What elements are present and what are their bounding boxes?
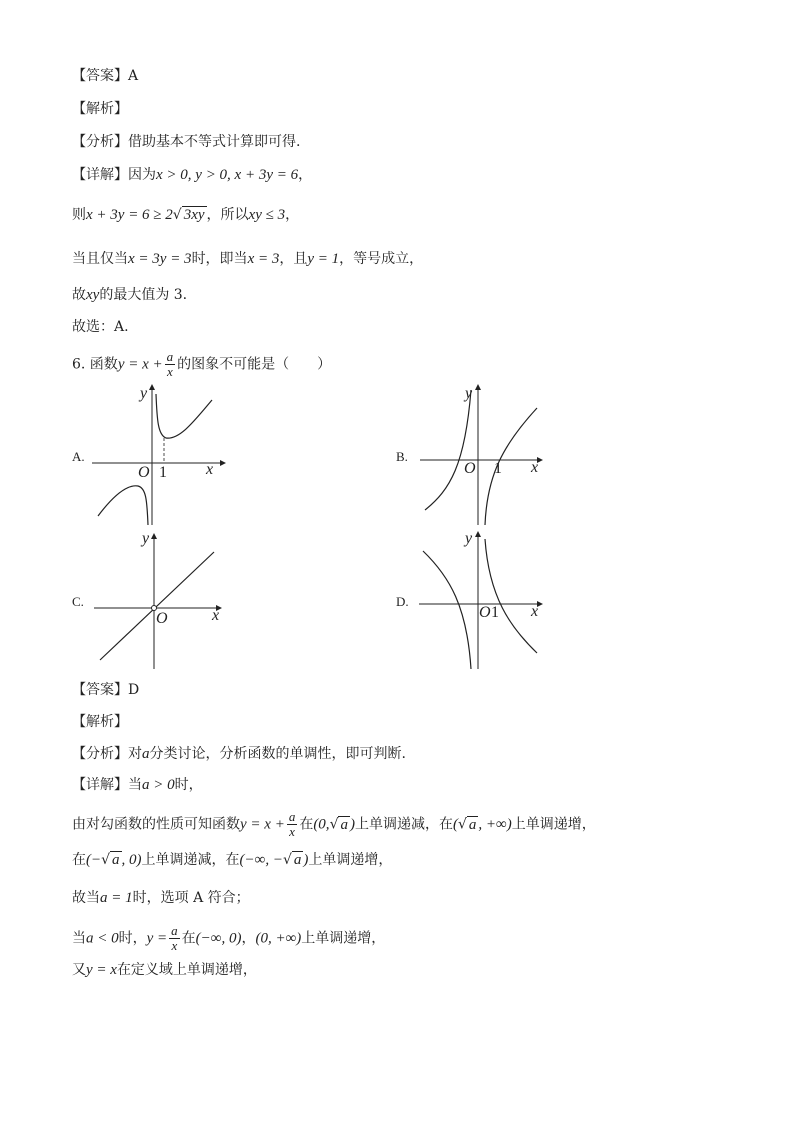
denominator: x <box>289 824 295 839</box>
x-label: x <box>531 603 539 620</box>
y-label: y <box>465 530 473 547</box>
y-label: y <box>142 530 150 547</box>
question-number: 6. 函数 <box>72 356 118 373</box>
numerator: a <box>171 923 178 938</box>
text: 当 <box>128 777 142 793</box>
math: , +∞) <box>478 816 512 833</box>
math: (−∞, − <box>239 852 283 868</box>
y-label: y <box>140 385 148 402</box>
text: 上单调递减，在 <box>141 852 240 868</box>
text: 又 <box>72 962 86 978</box>
math: x > 0, y > 0, x + 3y = 6 <box>156 167 299 183</box>
text: 在 <box>181 930 196 947</box>
detail-line-q6-3: 在(−√ a , 0)上单调递减，在(−∞, −√ a )上单调递增， <box>72 852 393 868</box>
text: ，等号成立， <box>339 251 424 267</box>
fenxi-tag: 【分析】 <box>72 134 128 150</box>
sqrt-content: 3xy <box>183 207 205 223</box>
detail-line-q6-5 <box>72 924 385 953</box>
detail-line-1: 【详解】因为x > 0, y > 0, x + 3y = 6， <box>72 167 313 183</box>
sqrt-content: a <box>468 816 477 833</box>
detail-line-q6-2: 由对勾函数的性质可知函数y = x + $\frac{a}{x}$ 在(0,√ a )上单调递减，在(√ a , +∞)上单调递增， <box>72 809 596 839</box>
graph-d <box>415 527 555 677</box>
text: 上单调递增， <box>301 930 386 947</box>
answer-line-q5 <box>72 66 138 86</box>
math: x = 3 <box>247 251 280 267</box>
math: , 0) <box>121 852 142 868</box>
detail-line-q6-1 <box>72 775 203 795</box>
curve-right <box>156 394 212 438</box>
curve-right <box>485 408 537 525</box>
text: 分类讨论，分析函数的单调性，即可判断. <box>149 746 406 762</box>
fenxi-line-q5 <box>72 132 300 152</box>
y-label: y <box>465 385 473 402</box>
numerator: a <box>288 809 296 824</box>
math: x = 3y = 3 <box>128 251 192 267</box>
option-b-label: B. <box>396 449 408 464</box>
text: ，且 <box>279 251 308 267</box>
option-d-label: D. <box>396 594 409 609</box>
question-6 <box>72 350 331 379</box>
text: 时，选项 A 符合； <box>132 890 250 906</box>
text: ， <box>241 930 256 947</box>
math: a <box>142 746 150 762</box>
fraction <box>165 350 176 379</box>
analysis-tag: 【解析】 <box>72 714 128 730</box>
text: 因为 <box>128 167 156 183</box>
detail-line-q6-4 <box>72 888 250 908</box>
numerator: a <box>166 349 174 364</box>
sqrt-content: a <box>340 816 348 833</box>
arrow-icon <box>475 384 481 390</box>
graph-a <box>90 380 230 530</box>
origin-label: O <box>464 460 476 477</box>
text: 的最大值为 3. <box>99 287 188 303</box>
fenxi-line-q6 <box>72 744 406 764</box>
x-label: x <box>206 461 214 478</box>
math: ) <box>303 852 309 868</box>
analysis-heading-q5 <box>72 99 128 119</box>
math: (− <box>86 852 102 868</box>
answer-value: A <box>128 68 139 84</box>
detail-line-2: 则x + 3y = 6 ≥ 2√ 3xy ，所以xy ≤ 3， <box>72 207 300 223</box>
text: 当 <box>72 930 86 947</box>
answer-tag: 【答案】 <box>72 68 128 84</box>
text: 故当 <box>72 890 100 906</box>
text: 时，即当 <box>191 251 248 267</box>
math: y = 1 <box>307 251 340 267</box>
analysis-heading-q6 <box>72 712 128 732</box>
sqrt-content: a <box>112 852 120 868</box>
fraction <box>287 810 298 839</box>
math: y = x <box>86 962 117 978</box>
text: 上单调递增， <box>511 816 596 833</box>
graph-b <box>415 380 555 530</box>
curve-left <box>425 390 471 510</box>
sqrt-content: a <box>293 852 302 868</box>
math: y = x + <box>117 356 163 373</box>
math: a > 0 <box>142 777 175 793</box>
denominator: x <box>171 938 178 953</box>
text: 在 <box>299 816 314 833</box>
graph-c <box>90 527 230 677</box>
denominator: x <box>166 364 173 379</box>
origin-label: O <box>156 610 168 627</box>
math: ) <box>349 816 355 833</box>
detail-tag: 【详解】 <box>72 777 128 793</box>
line-graph <box>100 552 214 660</box>
answer-line-q6 <box>72 680 139 700</box>
text: 则 <box>72 207 86 223</box>
math: a = 1 <box>100 890 133 906</box>
fenxi-text: 借助基本不等式计算即可得. <box>128 134 301 150</box>
text: 时， <box>118 930 147 947</box>
fenxi-tag: 【分析】 <box>72 746 128 762</box>
text: 在定义域上单调递增， <box>116 962 257 978</box>
origin-label: O <box>479 604 491 621</box>
text: 当且仅当 <box>72 251 128 267</box>
detail-line-3 <box>72 249 423 269</box>
answer-value: D <box>128 682 140 698</box>
answer-tag: 【答案】 <box>72 682 128 698</box>
one-label: 1 <box>159 464 167 481</box>
math: (−∞, 0) <box>195 930 242 947</box>
fraction <box>169 924 180 953</box>
text: 故 <box>72 287 86 303</box>
arrow-icon <box>220 460 226 466</box>
math: (0, +∞) <box>255 930 302 947</box>
arrow-icon <box>149 384 155 390</box>
math: xy ≤ 3 <box>248 207 286 223</box>
text: 在 <box>72 852 86 868</box>
text: 由对勾函数的性质可知函数 <box>72 816 240 833</box>
one-label: 1 <box>494 460 502 477</box>
arrow-icon <box>151 533 157 539</box>
detail-line-4 <box>72 285 187 305</box>
origin-label: O <box>138 464 150 481</box>
math: xy <box>86 287 100 303</box>
math: ( <box>452 816 458 833</box>
math: y = <box>146 930 168 947</box>
text: 的图象不可能是（ ） <box>177 356 332 373</box>
option-c-label: C. <box>72 594 84 609</box>
analysis-tag: 【解析】 <box>72 101 128 117</box>
math: y = x + <box>240 816 285 833</box>
detail-line-q6-6 <box>72 960 257 980</box>
curve-right <box>485 539 537 653</box>
x-label: x <box>531 459 539 476</box>
curve-left <box>423 551 471 669</box>
text: 时， <box>174 777 203 793</box>
text: ，所以 <box>206 207 249 223</box>
math: (0, <box>313 816 330 833</box>
detail-line-5 <box>72 317 129 337</box>
text: 故选：A. <box>72 319 129 335</box>
text: 上单调递增， <box>308 852 393 868</box>
arrow-icon <box>475 531 481 537</box>
one-label: 1 <box>491 604 499 621</box>
math: x + 3y = 6 ≥ 2 <box>86 207 173 223</box>
option-a-label: A. <box>72 449 85 464</box>
text: 对 <box>128 746 142 762</box>
curve-left <box>98 486 148 525</box>
text: 上单调递减，在 <box>354 816 453 833</box>
detail-tag: 【详解】 <box>72 167 128 183</box>
x-label: x <box>212 607 220 624</box>
math: a < 0 <box>86 930 119 947</box>
